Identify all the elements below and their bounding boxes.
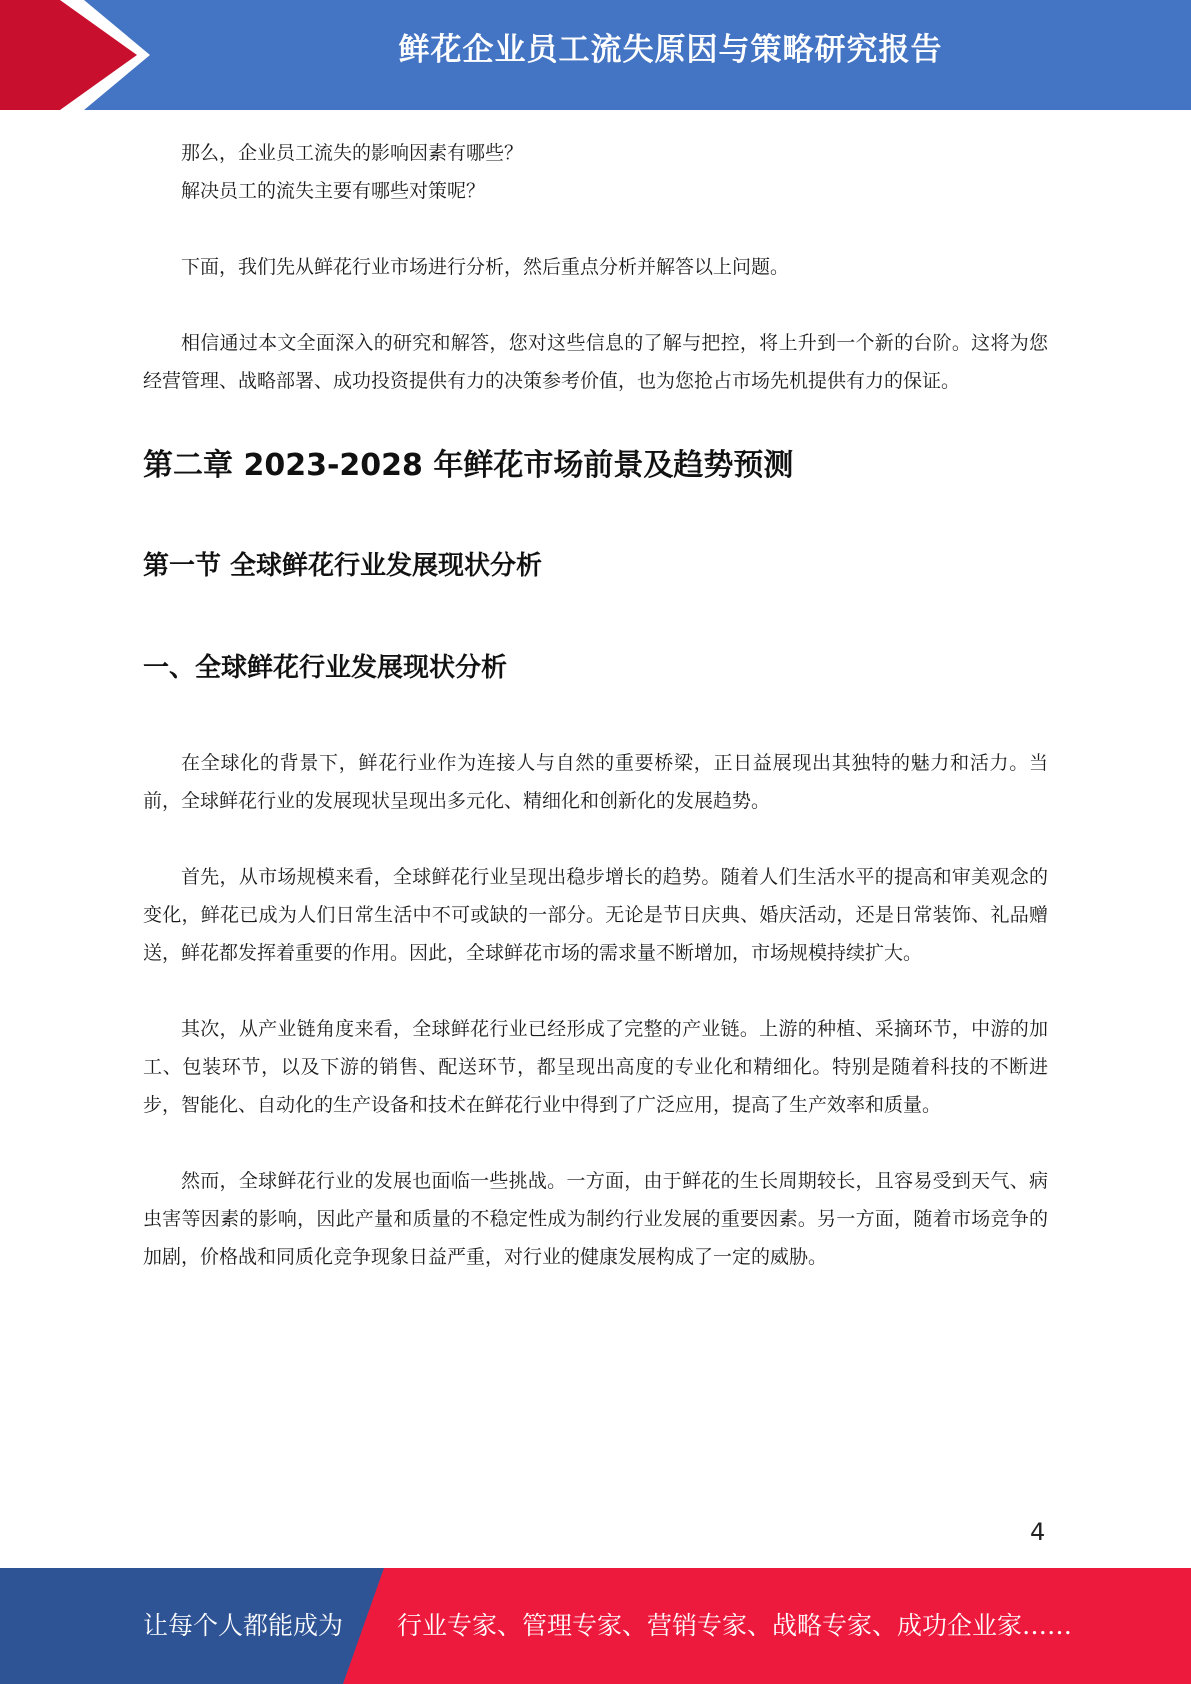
page-number: 4 (1030, 1518, 1046, 1546)
intro-question-2: 解决员工的流失主要有哪些对策呢？ (181, 180, 486, 202)
body-paragraph-3: 其次，从产业链角度来看，全球鲜花行业已经形成了完整的产业链。上游的种植、采摘环节，中游的加工、包装环节，以及下游的销售、配送环节，都呈现出高度的专业化和精细化。特别是随着科技的不断进步，智能化、自动化的生产设备和技术在鲜花行业中得到了广泛应用，提高了生产效率和质量。 (143, 1018, 1048, 1116)
intro-question-1: 那么，企业员工流失的影响因素有哪些？ (181, 142, 524, 164)
intro-paragraph-1: 下面，我们先从鲜花行业市场进行分析，然后重点分析并解答以上问题。 (181, 256, 790, 278)
footer-band (0, 1568, 1191, 1684)
report-title: 鲜花企业员工流失原因与策略研究报告 (398, 32, 943, 68)
body-paragraph-1: 在全球化的背景下，鲜花行业作为连接人与自然的重要桥梁，正日益展现出其独特的魅力和活力。当前，全球鲜花行业的发展现状呈现出多元化、精细化和创新化的发展趋势。 (143, 752, 1048, 812)
footer-slogan-left: 让每个人都能成为 (143, 1611, 344, 1640)
chapter-heading: 第二章 2023-2028 年鲜花市场前景及趋势预测 (143, 448, 794, 483)
body-paragraph-2: 首先，从市场规模来看，全球鲜花行业呈现出稳步增长的趋势。随着人们生活水平的提高和审美观念的变化，鲜花已成为人们日常生活中不可或缺的一部分。无论是节日庆典、婚庆活动，还是日常装饰、礼品赠送，鲜花都发挥着重要的作用。因此，全球鲜花市场的需求量不断增加，市场规模持续扩大。 (143, 866, 1048, 964)
body-paragraph-4: 然而，全球鲜花行业的发展也面临一些挑战。一方面，由于鲜花的生长周期较长，且容易受到天气、病虫害等因素的影响，因此产量和质量的不稳定性成为制约行业发展的重要因素。另一方面，随着市场竞争的加剧，价格战和同质化竞争现象日益严重，对行业的健康发展构成了一定的威胁。 (143, 1170, 1048, 1268)
subsection-heading: 一、全球鲜花行业发展现状分析 (143, 653, 508, 683)
section-heading: 第一节 全球鲜花行业发展现状分析 (143, 551, 543, 581)
intro-paragraph-2: 相信通过本文全面深入的研究和解答，您对这些信息的了解与把控，将上升到一个新的台阶。这将为您经营管理、战略部署、成功投资提供有力的决策参考价值，也为您抢占市场先机提供有力的保证。 (143, 332, 1048, 392)
header-band (0, 0, 1191, 110)
footer-slogan-right: 行业专家、管理专家、营销专家、战略专家、成功企业家…… (397, 1611, 1073, 1640)
page-content (143, 134, 1048, 1276)
